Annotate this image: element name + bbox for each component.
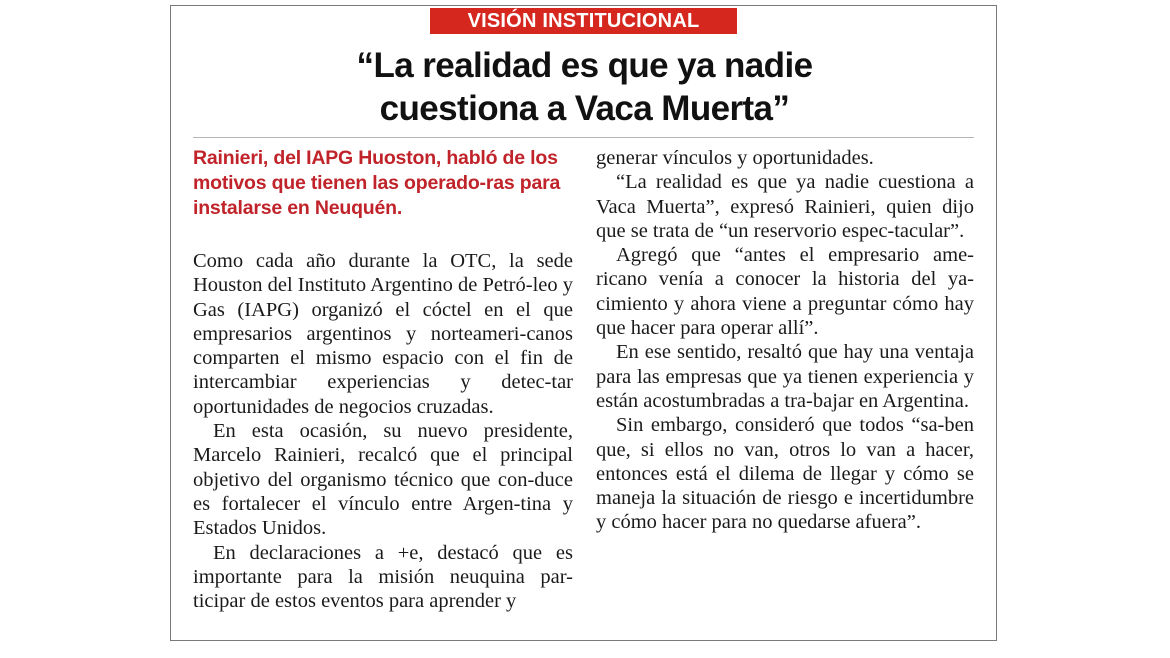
article-column-left — [193, 146, 573, 613]
article-column-right — [596, 146, 974, 535]
body-paragraph: Agregó que “antes el empresario ame-ricano venía a conocer la historia del ya-cimiento y ahora viene a preguntar cómo hay que hacer para operar allí”. — [596, 244, 974, 340]
body-paragraph: En declaraciones a +e, destacó que es importante para la misión neuquina par-ticipar de estos eventos para aprender y — [193, 541, 573, 613]
headline — [171, 44, 997, 130]
body-paragraph: Como cada año durante la OTC, la sede Houston del Instituto Argentino de Petró-leo y Gas (IAPG) organizó el cóctel en el que empresarios argentinos y norteameri-canos comparten el mismo espacio con el fin de intercambiar experiencias y detec-tar oportunidades de negocios cruzadas. — [193, 250, 573, 418]
newspaper-clipping — [170, 5, 997, 641]
body-paragraph: “La realidad es que ya nadie cuestiona a Vaca Muerta”, expresó Rainieri, quien dijo que se trata de “un reservorio espec-tacular”. — [596, 171, 974, 242]
headline-line-1: “La realidad es que ya nadie — [356, 46, 813, 85]
lead-paragraph: Rainieri, del IAPG Huoston, habló de los motivos que tienen las operado-ras para instalarse en Neuquén. — [193, 147, 561, 219]
body-paragraph: Sin embargo, consideró que todos “sa-ben que, si ellos no van, otros lo van a hacer, entonces está el dilema de llegar y cómo se maneja la situación de riesgo e incertidumbre y cómo hacer para no quedarse afuera”. — [596, 414, 974, 534]
body-paragraph: En ese sentido, resaltó que hay una ventaja para las empresas que ya tienen experiencia y están acostumbradas a tra-bajar en Argentina. — [596, 341, 974, 412]
body-paragraph-continued: generar vínculos y oportunidades. — [596, 147, 874, 169]
headline-line-2: cuestiona a Vaca Muerta” — [379, 89, 790, 128]
section-tag: VISIÓN INSTITUCIONAL — [430, 8, 737, 34]
headline-divider — [193, 137, 974, 138]
body-paragraph: En esta ocasión, su nuevo presidente, Marcelo Rainieri, recalcó que el principal objetivo del organismo técnico que con-duce es fortalecer el vínculo entre Argen-tina y Estados Unidos. — [193, 420, 573, 540]
